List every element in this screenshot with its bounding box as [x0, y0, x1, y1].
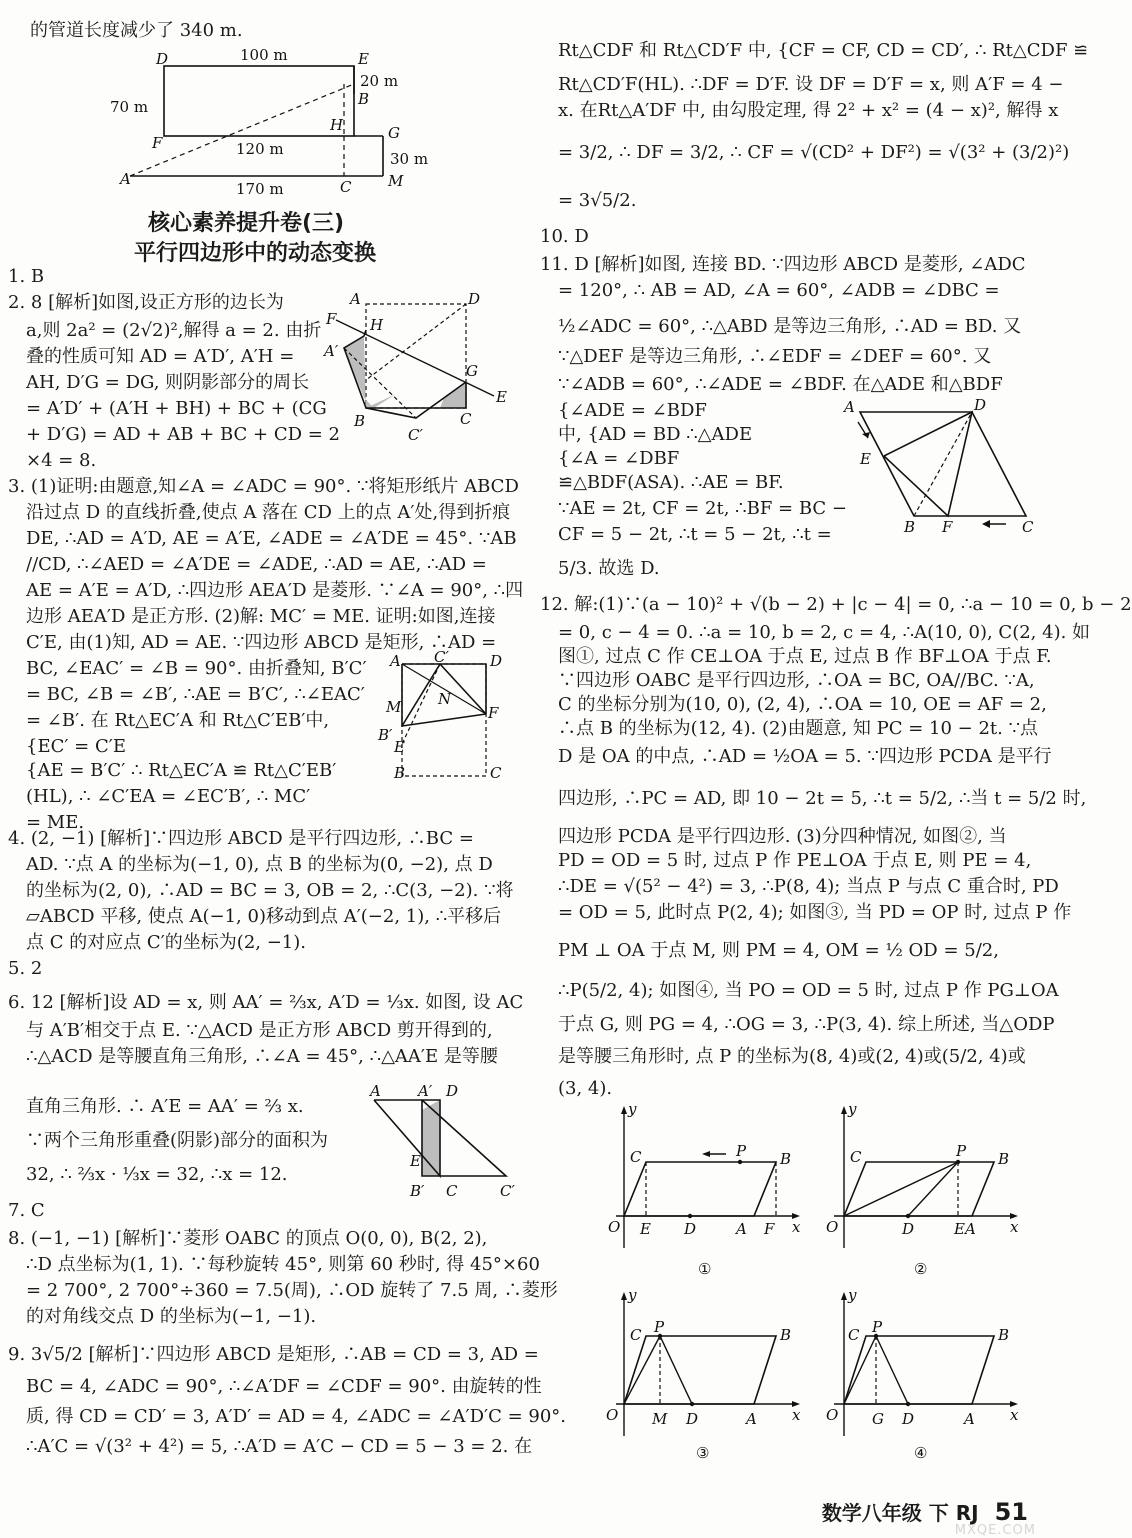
label-D: D	[974, 396, 987, 414]
text-line: ≌△BDF(ASA). ∴AE = BF.	[558, 472, 784, 493]
axis-y: y	[628, 1286, 637, 1304]
text-line: 点 C 的对应点 C′的坐标为(2, −1).	[26, 932, 306, 953]
text-line: = ME.	[26, 812, 85, 833]
text-line: {EC′ = C′E	[26, 736, 126, 757]
label-E: E	[410, 1152, 421, 1170]
label-H: H	[370, 316, 384, 334]
label-D: D	[156, 50, 169, 68]
text-line: 图①, 过点 C 作 CE⊥OA 于点 E, 过点 B 作 BF⊥OA 于点 F.	[558, 646, 1052, 667]
text-line: AD. ∵点 A 的坐标为(−1, 0), 点 B 的坐标为(0, −2), 点 D	[26, 854, 493, 875]
text-line: = A′D′ + (A′H + BH) + BC + (CG	[26, 398, 327, 419]
coordinate-figure-3	[596, 1286, 806, 1466]
folded-square-figure	[316, 290, 516, 460]
text-line: 四边形 PCDA 是平行四边形. (3)分四种情况, 如图②, 当	[558, 826, 1007, 847]
answer-line: 11. D [解析]如图, 连接 BD. ∵四边形 ABCD 是菱形, ∠ADC	[540, 254, 1026, 275]
section-title: 核心素养提升卷(三)	[148, 211, 345, 236]
text-line: ∵两个三角形重叠(阴影)部分的面积为	[26, 1130, 329, 1151]
pipe-figure	[108, 44, 448, 198]
text-line: 于点 G, 则 PG = 4, ∴OG = 3, ∴P(3, 4). 综上所述, 当△ODP	[558, 1014, 1055, 1035]
dim-100: 100 m	[240, 46, 288, 64]
label-C: C	[848, 1326, 860, 1344]
coordinate-figure-4	[814, 1286, 1024, 1466]
axis-x: x	[1010, 1218, 1019, 1236]
label-EA: EA	[954, 1220, 976, 1238]
text-line: AH, D′G = DG, 则阴影部分的周长	[26, 372, 310, 393]
label-A: A	[736, 1220, 747, 1238]
text-line: ∴D 点坐标为(1, 1). ∵每秒旋转 45°, 则第 60 秒时, 得 45°×60	[26, 1254, 540, 1275]
text-line: 的对角线交点 D 的坐标为(−1, −1).	[26, 1306, 317, 1327]
text-line: ∴DE = √(5² − 4²) = 3, ∴P(8, 4); 当点 P 与点 C 重合时, PD	[558, 876, 1059, 897]
text-line: ×4 = 8.	[26, 450, 97, 471]
caption-4: ④	[914, 1444, 928, 1462]
caption-2: ②	[914, 1260, 928, 1278]
coordinate-figure-1	[596, 1100, 806, 1280]
label-P: P	[654, 1318, 665, 1336]
right-column	[540, 0, 1132, 1536]
label-A: A	[350, 290, 361, 308]
answer-line: 6. 12 [解析]设 AD = x, 则 AA′ = ⅔x, A′D = ⅓x. 如图, 设 AC	[8, 992, 524, 1013]
label-E: E	[394, 738, 405, 756]
text-line: AE = A′E = A′D, ∴四边形 AEA′D 是菱形. ∵∠A = 90°, ∴四	[26, 580, 524, 601]
label-E: E	[860, 450, 871, 468]
label-G: G	[466, 362, 478, 380]
label-A-prime: A′	[324, 342, 339, 360]
text-line: x. 在Rt△A′DF 中, 由勾股定理, 得 2² + x² = (4 − x)², 解得 x	[558, 100, 1059, 121]
caption-1: ①	[698, 1260, 712, 1278]
label-F: F	[488, 704, 499, 722]
text-line: 叠的性质可知 AD = A′D′, A′H =	[26, 346, 295, 367]
label-B: B	[358, 90, 370, 108]
text-line: {AE = B′C′ ∴ Rt△EC′A ≌ Rt△C′EB′	[26, 760, 337, 781]
label-M: M	[652, 1410, 668, 1428]
text-line: ∵AE = 2t, CF = 2t, ∴BF = BC −	[558, 498, 847, 519]
text-line: (3, 4).	[558, 1078, 613, 1099]
text-line: 沿过点 D 的直线折叠,使点 A 落在 CD 上的点 A′处,得到折痕	[26, 502, 511, 523]
dim-170: 170 m	[236, 180, 284, 198]
label-P: P	[872, 1318, 883, 1336]
text-line: 的管道长度减少了 340 m.	[30, 20, 243, 41]
answer-line: 2. 8 [解析]如图,设正方形的边长为	[8, 292, 284, 313]
text-line: ∵四边形 OABC 是平行四边形, ∴OA = BC, OA//BC. ∵A,	[558, 670, 1035, 691]
axis-y: y	[628, 1100, 637, 1118]
text-line: = BC, ∠B = ∠B′, ∴AE = B′C′, ∴∠EAC′	[26, 684, 365, 705]
label-M: M	[388, 172, 404, 190]
axis-x: x	[792, 1406, 801, 1424]
text-line: = 2 700°, 2 700°÷360 = 7.5(周), ∴OD 旋转了 7.5 周, ∴菱形	[26, 1280, 558, 1301]
label-G: G	[872, 1410, 884, 1428]
text-line: = OD = 5, 此时点 P(2, 4); 如图③, 当 PD = OP 时, 过点 P 作	[558, 902, 1072, 923]
label-C-prime: C′	[500, 1182, 515, 1200]
label-D: D	[490, 652, 503, 670]
axis-y: y	[848, 1100, 857, 1118]
label-C: C	[460, 410, 472, 428]
text-line: ∵∠ADB = 60°, ∴∠ADE = ∠BDF. 在△ADE 和△BDF	[558, 374, 1003, 395]
label-B: B	[998, 1150, 1010, 1168]
dim-30: 30 m	[390, 150, 429, 168]
label-C: C	[446, 1182, 458, 1200]
footer-subject: 数学八年级 下 RJ	[821, 1501, 979, 1525]
page-number: 51	[994, 1498, 1028, 1526]
dim-120: 120 m	[236, 140, 284, 158]
label-D-prime: C′	[408, 426, 423, 444]
text-line: Rt△CD′F(HL). ∴DF = D′F. 设 DF = D′F = x, 则 A′F = 4 −	[558, 74, 1064, 95]
axis-x: x	[1010, 1406, 1019, 1424]
text-line: (HL), ∴ ∠C′EA = ∠EC′B′, ∴ MC′	[26, 786, 311, 807]
label-C: C	[490, 764, 502, 782]
text-line: 质, 得 CD = CD′ = 3, A′D′ = AD = 4, ∠ADC = ∠A′D′C = 90°.	[26, 1406, 567, 1427]
label-B: B	[780, 1150, 792, 1168]
text-line: 四边形, ∴PC = AD, 即 10 − 2t = 5, ∴t = 5/2, ∴当 t = 5/2 时,	[558, 788, 1087, 809]
label-P: P	[736, 1142, 747, 1160]
label-D: D	[468, 290, 481, 308]
label-O: O	[608, 1218, 621, 1236]
text-line: BC, ∠EAC′ = ∠B = 90°. 由折叠知, B′C′	[26, 658, 367, 679]
label-C: C	[630, 1148, 642, 1166]
label-D: D	[446, 1082, 459, 1100]
text-line: + D′G) = AD + AB + BC + CD = 2	[26, 424, 340, 445]
text-line: ½∠ADC = 60°, ∴△ABD 是等边三角形, ∴AD = BD. 又	[558, 316, 1022, 337]
text-line: ∴P(5/2, 4); 如图④, 当 PO = OD = 5 时, 过点 P 作 PG⊥OA	[558, 980, 1059, 1001]
label-B-prime: B′	[410, 1182, 425, 1200]
text-line: a,则 2a² = (2√2)²,解得 a = 2. 由折	[26, 320, 322, 341]
label-A: A	[746, 1410, 757, 1428]
text-line: //CD, ∴∠AED = ∠A′DE = ∠ADE, ∴AD = AE, ∴AD =	[26, 554, 487, 575]
label-B: B	[354, 412, 366, 430]
label-O: O	[826, 1406, 839, 1424]
text-line: ▱ABCD 平移, 使点 A(−1, 0)移动到点 A′(−2, 1), ∴平移后	[26, 906, 502, 927]
text-line: CF = 5 − 2t, ∴t = 5 − 2t, ∴t =	[558, 524, 832, 545]
text-line: 32, ∴ ⅔x · ⅓x = 32, ∴x = 12.	[26, 1164, 288, 1185]
coordinate-figure-2	[814, 1100, 1024, 1280]
dim-20: 20 m	[360, 72, 399, 90]
text-line: ∴△ACD 是等腰直角三角形, ∴∠A = 45°, ∴△AA′E 是等腰	[26, 1046, 498, 1067]
label-E: E	[640, 1220, 651, 1238]
label-C: C	[850, 1148, 862, 1166]
axis-y: y	[848, 1286, 857, 1304]
label-A: A	[370, 1082, 381, 1100]
label-D: D	[902, 1220, 915, 1238]
label-A-prime: A′	[418, 1082, 433, 1100]
label-D: D	[902, 1410, 915, 1428]
text-line: 的坐标为(2, 0), ∴AD = BC = 3, OB = 2, ∴C(3, −2). ∵将	[26, 880, 514, 901]
text-line: = 0, c − 4 = 0. ∴a = 10, b = 2, c = 4, ∴A(10, 0), C(2, 4). 如	[558, 622, 1091, 643]
label-M: M	[386, 698, 402, 716]
label-A: A	[964, 1410, 975, 1428]
label-E: E	[358, 50, 369, 68]
overlap-triangles-figure	[360, 1078, 515, 1203]
text-line: 5/3. 故选 D.	[558, 558, 660, 579]
answer-line: 1. B	[8, 266, 45, 287]
rhombus-figure	[836, 398, 1036, 534]
label-C-prime: C′	[434, 648, 449, 666]
label-B-prime: B′	[378, 726, 393, 744]
label-B: B	[780, 1326, 792, 1344]
answer-line: 3. (1)证明:由题意,知∠A = ∠ADC = 90°. ∵将矩形纸片 ABCD	[8, 476, 519, 497]
label-D: D	[686, 1410, 699, 1428]
watermark: MXQE.COM	[954, 1523, 1036, 1538]
text-line: C′E, 由(1)知, AD = AE. ∵四边形 ABCD 是矩形, ∴AD =	[26, 632, 497, 653]
fold-rectangle-figure	[378, 648, 508, 784]
text-line: 直角三角形. ∴ A′E = AA′ = ⅔ x.	[26, 1096, 304, 1117]
dim-70: 70 m	[110, 98, 149, 116]
label-F: F	[152, 134, 163, 152]
text-line: BC = 4, ∠ADC = 90°, ∴∠A′DF = ∠CDF = 90°. 由旋转的性	[26, 1376, 542, 1397]
label-F: F	[326, 310, 337, 328]
label-C: C	[630, 1326, 642, 1344]
label-B: B	[394, 764, 406, 782]
label-B: B	[904, 518, 916, 536]
label-A: A	[120, 170, 131, 188]
answer-line: 9. 3√5/2 [解析]∵四边形 ABCD 是矩形, ∴AB = CD = 3, AD =	[8, 1344, 539, 1365]
label-F: F	[942, 518, 953, 536]
label-B: B	[998, 1326, 1010, 1344]
text-line: PM ⊥ OA 于点 M, 则 PM = 4, OM = ½ OD = 5/2,	[558, 940, 999, 961]
answer-line: 12. 解:(1)∵(a − 10)² + √(b − 2) + |c − 4| = 0, ∴a − 10 = 0, b − 2	[540, 594, 1132, 615]
answer-line: 8. (−1, −1) [解析]∵菱形 OABC 的顶点 O(0, 0), B(2, 2),	[8, 1228, 488, 1249]
label-O: O	[606, 1406, 619, 1424]
text-line: = 120°, ∴ AB = AD, ∠A = 60°, ∠ADB = ∠DBC =	[558, 280, 1000, 301]
label-D: D	[684, 1220, 697, 1238]
text-line: = 3/2, ∴ DF = 3/2, ∴ CF = √(CD² + DF²) = √(3² + (3/2)²)	[558, 142, 1070, 163]
text-line: 边形 AEA′D 是正方形. (2)解: MC′ = ME. 证明:如图,连接	[26, 606, 496, 627]
text-line: PD = OD = 5 时, 过点 P 作 PE⊥OA 于点 E, 则 PE = 4,	[558, 850, 1032, 871]
caption-3: ③	[696, 1444, 710, 1462]
label-C: C	[1022, 518, 1034, 536]
text-line: = ∠B′. 在 Rt△EC′A 和 Rt△C′EB′中,	[26, 710, 330, 731]
text-line: D 是 OA 的中点, ∴AD = ½OA = 5. ∵四边形 PCDA 是平行	[558, 746, 1052, 767]
text-line: DE, ∴AD = A′D, AE = A′E, ∠ADE = ∠A′DE = 45°. ∵AB	[26, 528, 517, 549]
text-line: {∠A = ∠DBF	[558, 448, 680, 469]
label-O: O	[826, 1218, 839, 1236]
answer-line: 7. C	[8, 1200, 45, 1221]
text-line: Rt△CDF 和 Rt△CD′F 中, {CF = CF, CD = CD′, ∴ Rt△CDF ≌	[558, 40, 1089, 61]
label-F: F	[764, 1220, 775, 1238]
axis-x: x	[792, 1218, 801, 1236]
label-E: E	[496, 388, 507, 406]
answer-line: 5. 2	[8, 958, 43, 979]
page-footer	[822, 1497, 1028, 1526]
label-N: N	[438, 690, 452, 708]
text-line: C 的坐标分别为(10, 0), (2, 4), ∴OA = 10, OE = AF = 2,	[558, 694, 1047, 715]
answer-line: 4. (2, −1) [解析]∵四边形 ABCD 是平行四边形, ∴BC =	[8, 828, 474, 849]
text-line: 是等腰三角形时, 点 P 的坐标为(8, 4)或(2, 4)或(5/2, 4)或	[558, 1046, 1026, 1067]
text-line: = 3√5/2.	[558, 190, 637, 211]
answer-line: 10. D	[540, 226, 589, 247]
text-line: ∴A′C = √(3² + 4²) = 5, ∴A′D = A′C − CD = 5 − 3 = 2. 在	[26, 1436, 533, 1457]
text-line: {∠ADE = ∠BDF	[558, 400, 707, 421]
text-line: ∴点 B 的坐标为(12, 4). (2)由题意, 知 PC = 10 − 2t. ∵点	[558, 718, 1039, 739]
label-A: A	[844, 398, 855, 416]
text-line: 与 A′B′相交于点 E. ∵△ACD 是正方形 ABCD 剪开得到的,	[26, 1020, 493, 1041]
label-C: C	[340, 178, 352, 196]
text-line: ∵△DEF 是等边三角形, ∴∠EDF = ∠DEF = 60°. 又	[558, 346, 992, 367]
label-H: H	[330, 116, 344, 134]
text-line: 中, {AD = BD ∴△ADE	[558, 424, 753, 445]
label-P: P	[956, 1142, 967, 1160]
label-G: G	[388, 124, 400, 142]
label-A: A	[390, 652, 401, 670]
section-subtitle: 平行四边形中的动态变换	[134, 241, 377, 266]
